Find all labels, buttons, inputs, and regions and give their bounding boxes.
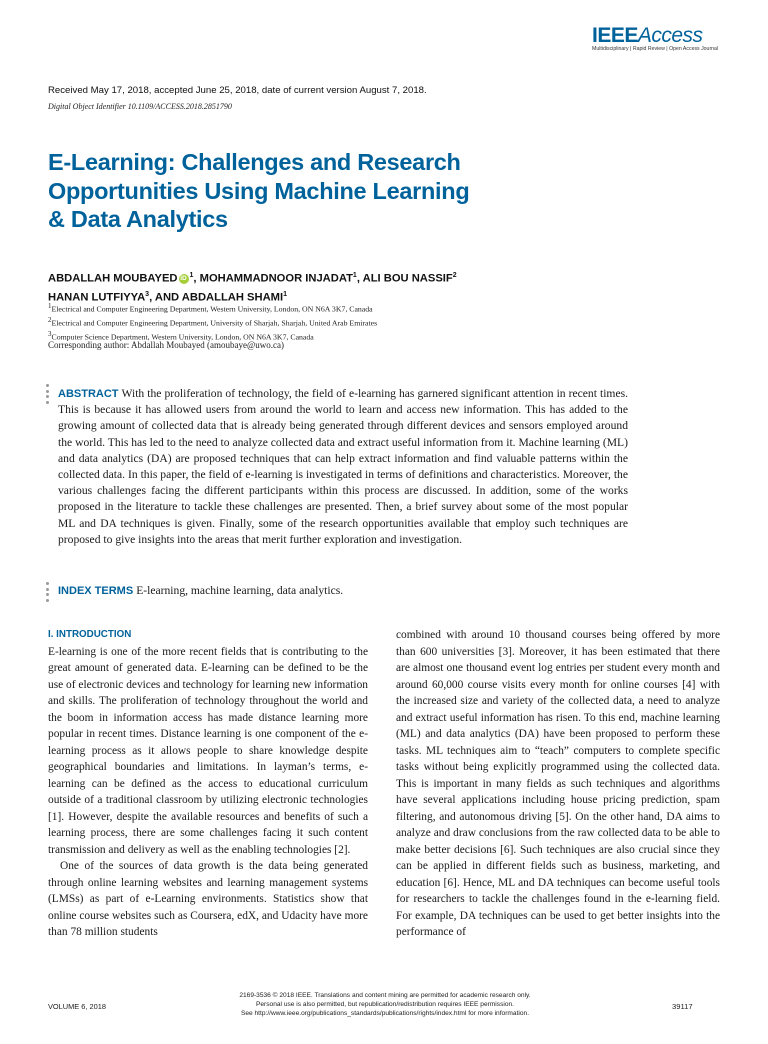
- index-terms-dots-icon: [46, 582, 50, 604]
- author-name: ABDALLAH MOUBAYED: [48, 272, 178, 285]
- received-dates: Received May 17, 2018, accepted June 25, 2018, date of current version August 7, 2018.: [48, 85, 427, 96]
- paragraph: combined with around 10 thousand courses being offered by more than 600 universities [3]. Moreover, it has been estimated that there are almost one thousand event log entries per student every month and around 60,000 course visits every month for online courses [4] with the increased size and variety of the collected data, a need to analyze and extract useful information has risen. To this end, machine learning (ML) and data analytics (DA) have been proposed to perform these tasks. ML techniques aim to “teach” computers to complete specific tasks without being explicitly programmed using the collected data. This is important in many fields as such techniques and algorithms have several applications including house pricing prediction, spam filtering, and autonomous driving [5]. On the other hand, DA aims to analyze and draw conclusions from the raw collected data to be able to make better decisions [6]. Such techniques are also crucial since they can be applied in different fields such as business, marketing, and education [6]. Hence, ML and DA techniques can become useful tools for researchers to tackle the challenges found in the e-learning field. For example, DA techniques can be used to get better insights into the performance of: [396, 629, 720, 938]
- author-name: , MOHAMMADNOOR INJADAT: [193, 272, 353, 285]
- footer-volume: VOLUME 6, 2018: [48, 1002, 106, 1011]
- author-affil-sup: 2: [452, 272, 457, 279]
- index-terms: [58, 584, 343, 597]
- author-affil-sup: 3: [145, 290, 150, 298]
- affiliation-text: Computer Science Department, Western University, London, ON N6A 3K7, Canada: [51, 332, 314, 342]
- orcid-icon[interactable]: iD: [180, 274, 187, 282]
- affiliation-num: 2: [48, 315, 52, 324]
- author-name: , AND ABDALLAH SHAMI: [149, 291, 284, 304]
- abstract-text: With the proliferation of technology, the field of e-learning has garnered significant attention in recent times. This is because it has allowed users from around the world to learn and access new information. This has added to the growing amount of collected data that is already being generated through different devices and sensors employed around the world. This has led to the need to analyze collected data and extract useful information from it. Machine learning (ML) and data analytics (DA) are proposed techniques that can help extract information and find valuable patterns within the collected data. In this paper, the field of e-learning is investigated in terms of definitions and characteristics. Moreover, the various challenges facing the different participants within this process are discussed. In addition, some of the works proposed in the literature to tackle these challenges are presented. Then, a brief survey about some of the most popular ML and DA techniques is given. Finally, some of the research opportunities available that employ such techniques are proposed to give insights into the areas that merit further exploration and investigation.: [58, 387, 628, 546]
- affiliation-text: Electrical and Computer Engineering Department, University of Sharjah, Sharjah, United Arab Emirates: [51, 318, 378, 328]
- body-column-right: [396, 627, 720, 941]
- affiliation-num: 3: [48, 329, 52, 338]
- affiliation-line: [48, 301, 377, 315]
- index-terms-label: INDEX TERMS: [58, 585, 134, 597]
- logo-access-text: Access: [637, 24, 703, 47]
- doi-line: Digital Object Identifier 10.1109/ACCESS.2018.2851790: [48, 102, 232, 111]
- logo-tagline: Multidisciplinary | Rapid Review | Open Access Journal: [592, 46, 719, 52]
- paragraph: One of the sources of data growth is the data being generated through online learning websites and learning management systems (LMSs) as part of e-Learning environments. Statistics show that online course websites such as Coursera, edX, and Udacity have more than 78 million students: [48, 860, 368, 938]
- index-terms-text: E-learning, machine learning, data analytics.: [136, 584, 344, 597]
- author-name: HANAN LUTFIYYA: [48, 291, 146, 304]
- affiliation-line: [48, 315, 377, 329]
- abstract-label: ABSTRACT: [58, 388, 119, 400]
- affiliation-num: 1: [48, 302, 52, 310]
- logo-ieee-text: IEEE: [592, 24, 638, 47]
- author-affil-sup: 1: [189, 272, 194, 279]
- footer-line: 2169-3536 © 2018 IEEE. Translations and content mining are permitted for academic research only.: [239, 992, 531, 999]
- footer-copyright: [190, 992, 580, 1018]
- body-column-left: [48, 627, 368, 941]
- footer-line[interactable]: See http://www.ieee.org/publications_standards/publications/rights/index.html for more information.: [240, 1009, 530, 1017]
- affiliation-text: Electrical and Computer Engineering Department, Western University, London, ON N6A 3K7, Canada: [51, 304, 373, 314]
- ieee-access-logo: [592, 24, 722, 58]
- footer-line: Personal use is also permitted, but republication/redistribution requires IEEE permission.: [255, 1000, 515, 1008]
- paper-title: E-Learning: Challenges and Research Opportunities Using Machine Learning & Data Analytics: [48, 149, 470, 232]
- paragraph: E-learning is one of the more recent fields that is contributing to the great amount of generated data. E-learning can be defined to be the use of electronic devices and technology for learning new information and skills. The proliferation of technology throughout the world and the boom in information access has made distance learning more popular in recent times. Distance learning is one component of the e-learning process as it allows people to share knowledge despite geographical boundaries and limitations. In layman’s terms, e-learning can be defined as the access to educational curriculum outside of a traditional classroom by utilizing electronic technologies [1]. However, despite the available resources and benefits of such a learning process, there are some challenges facing it such content transmission and delivery as well as the enabling technologies [2].: [48, 645, 368, 856]
- author-affil-sup: 1: [283, 290, 288, 298]
- section-heading: I. INTRODUCTION: [48, 629, 132, 640]
- affiliations: [48, 301, 377, 342]
- abstract: [58, 386, 628, 548]
- author-list: [48, 268, 628, 305]
- abstract-dots-icon: [46, 384, 50, 406]
- page-number: 39117: [672, 1002, 693, 1011]
- corresponding-author: Corresponding author: Abdallah Moubayed (amoubaye@uwo.ca): [48, 340, 284, 350]
- author-affil-sup: 1: [352, 272, 357, 279]
- author-name: , ALI BOU NASSIF: [356, 272, 453, 285]
